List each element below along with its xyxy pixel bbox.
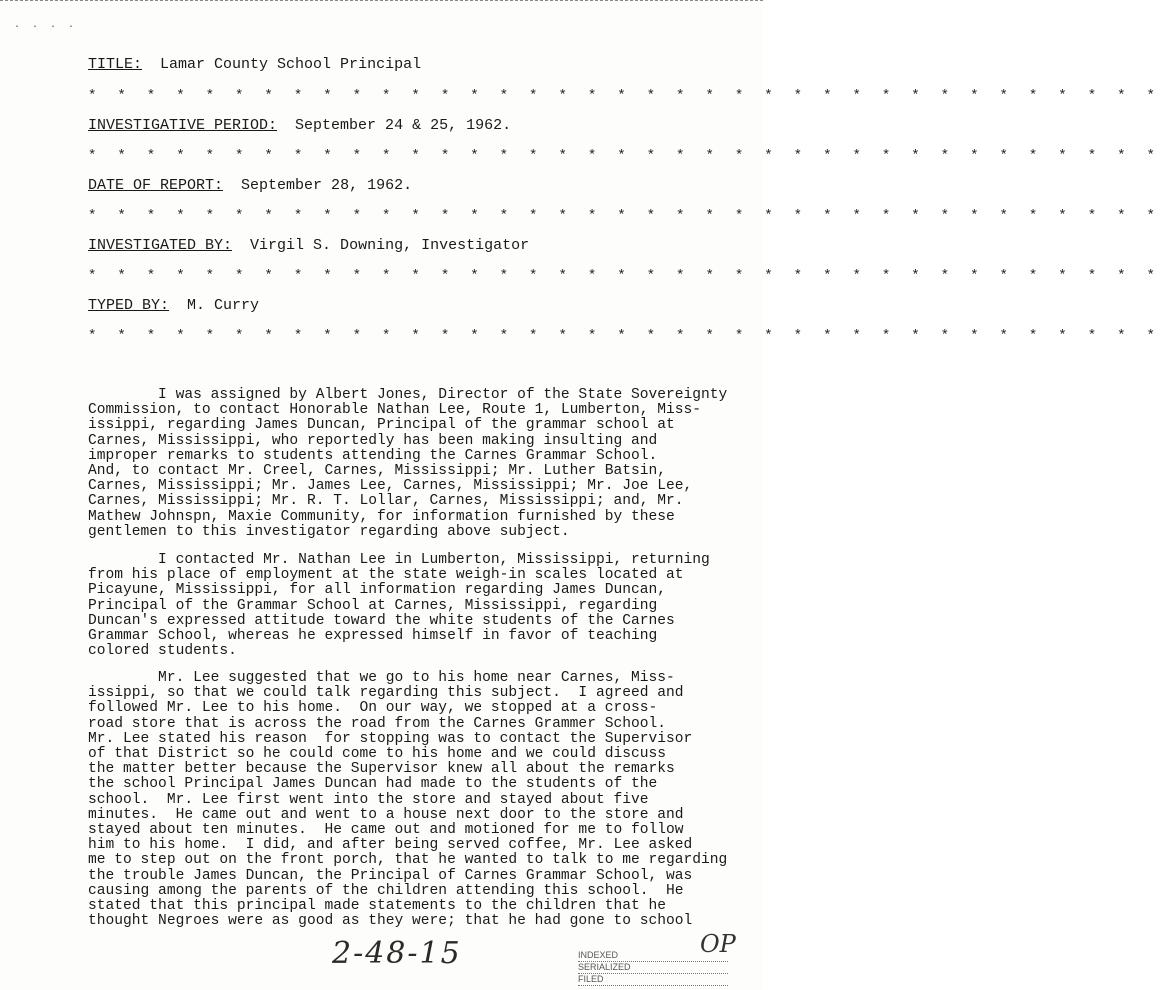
- paragraph-2: I contacted Mr. Nathan Lee in Lumberton, Mississippi, returning from his place of employment at the state weigh-in scales located at Picayune, Mississippi, for all information regarding James Duncan, Principal of the Grammar School at Carnes, Mississippi, regarding Duncan's expressed attitude toward the white students of the Carnes Grammar School, whereas he expressed himself in favor of teaching colored students.: [88, 552, 710, 660]
- investigator-line: [88, 237, 529, 255]
- separator-3: * * * * * * * * * * * * * * * * * * * * * * * * * * * * * * * * * * * * *: [88, 208, 1161, 224]
- handwritten-initials: OP: [700, 930, 736, 958]
- stamp-filed: FILED: [578, 974, 728, 986]
- date-value: September 28, 1962.: [241, 177, 413, 194]
- paragraph-3: Mr. Lee suggested that we go to his home near Carnes, Miss- issippi, so that we could talk regarding this subject. I agreed and followed Mr. Lee to his home. On our way, we stopped at a cross- road store that is across the road from the Carnes Grammer School. Mr. Lee stated his reason for stopping was to contact the Supervisor of that District so he could come to his home and we could discuss the matter better because the Supervisor knew all about the remarks the school Principal James Duncan had made to the students of the school. Mr. Lee first went into the store and stayed about five minutes. He came out and went to a house next door to the store and stayed about ten minutes. He came out and motioned for me to follow him to his home. I did, and after being served coffee, Mr. Lee asked me to step out on the front porch, that he wanted to talk to me regarding the trouble James Duncan, the Principal of Carnes Grammar School, was causing among the parents of the children attending this school. He stated that this principal made statements to the children that he thought Negroes were as good as they were; that he had gone to school: [88, 670, 728, 930]
- typed-value: M. Curry: [187, 297, 260, 314]
- title-label: TITLE:: [88, 56, 143, 73]
- separator-1: * * * * * * * * * * * * * * * * * * * * * * * * * * * * * * * * * * * * *: [88, 88, 1161, 104]
- date-line: [88, 177, 412, 195]
- investigator-label: INVESTIGATED BY:: [88, 237, 233, 254]
- separator-2: * * * * * * * * * * * * * * * * * * * * * * * * * * * * * * * * * * * * *: [88, 148, 1161, 164]
- typed-label: TYPED BY:: [88, 297, 170, 314]
- stamp-serialized: SERIALIZED: [578, 962, 728, 974]
- investigator-value: Virgil S. Downing, Investigator: [250, 237, 530, 254]
- period-value: September 24 & 25, 1962.: [295, 117, 512, 134]
- handwritten-file-number: 2-48-15: [332, 936, 462, 971]
- top-border-dashes: [0, 0, 763, 7]
- paragraph-1: I was assigned by Albert Jones, Director of the State Sovereignty Commission, to contact Honorable Nathan Lee, Route 1, Lumberton, Miss- issippi, regarding James Duncan, Principal of the grammar school at Carnes, Mississippi, who reportedly has been making insulting and improper remarks to students attending the Carnes Grammar School. And, to contact Mr. Creel, Carnes, Mississippi; Mr. Luther Batsin, Carnes, Mississippi; Mr. James Lee, Carnes, Mississippi; Mr. Joe Lee, Carnes, Mississippi; Mr. R. T. Lollar, Carnes, Mississippi; and, Mr. Mathew Johnspn, Maxie Community, for information furnished by these gentlemen to this investigator regarding above subject.: [88, 387, 728, 540]
- separator-5: * * * * * * * * * * * * * * * * * * * * * * * * * * * * * * * * * * * * *: [88, 328, 1161, 344]
- separator-4: * * * * * * * * * * * * * * * * * * * * * * * * * * * * * * * * * * * * *: [88, 268, 1161, 284]
- title-line: [88, 56, 421, 74]
- period-line: [88, 117, 511, 135]
- typed-line: [88, 297, 259, 315]
- corner-marks: · · · ·: [14, 22, 78, 33]
- period-label: INVESTIGATIVE PERIOD:: [88, 117, 278, 134]
- stamp-indexed: INDEXED: [578, 950, 728, 962]
- filing-stamp: [578, 950, 758, 986]
- date-label: DATE OF REPORT:: [88, 177, 224, 194]
- title-value: Lamar County School Principal: [160, 56, 422, 73]
